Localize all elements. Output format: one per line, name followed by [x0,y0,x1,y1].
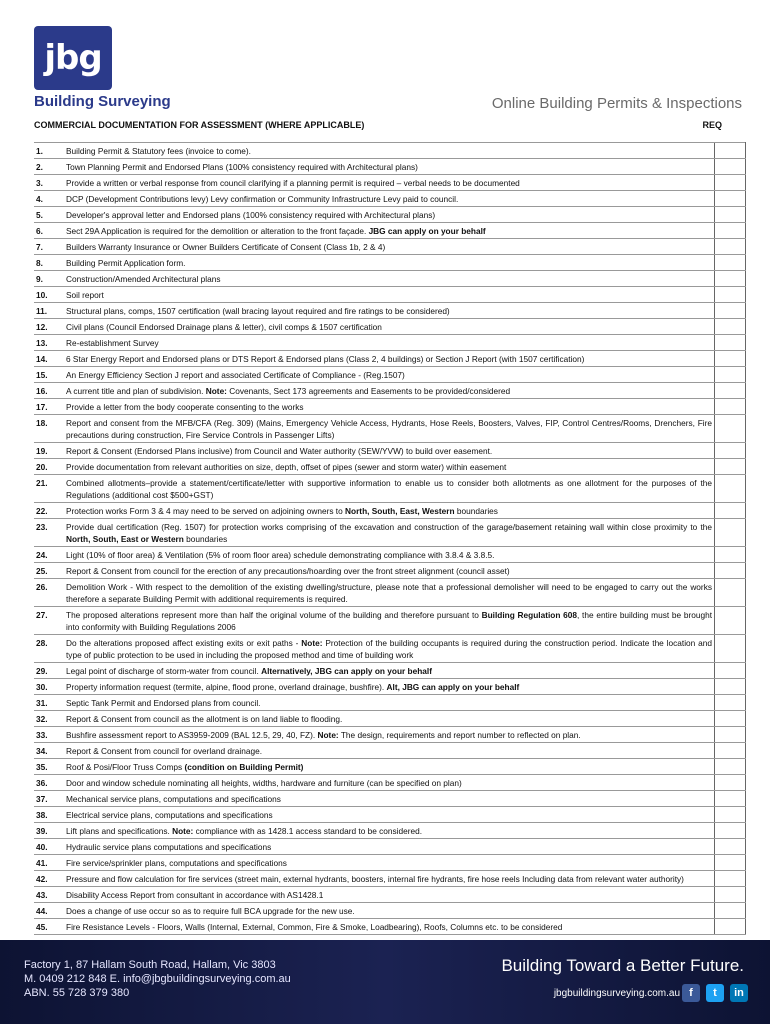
item-text [64,919,715,935]
req-checkbox[interactable] [715,399,746,415]
table-row [34,443,746,459]
req-checkbox[interactable] [715,287,746,303]
item-number: 22. [34,503,64,519]
facebook-icon[interactable]: f [682,984,700,1002]
item-number: 40. [34,839,64,855]
item-text [64,443,715,459]
item-text-segment: Builders Warranty Insurance or Owner Builders Certificate of Consent (Class 1b, 2 & 4) [66,241,386,252]
item-number: 19. [34,443,64,459]
item-text [64,255,715,271]
item-number: 41. [34,855,64,871]
req-checkbox[interactable] [715,743,746,759]
item-text-segment: Alt, JBG can apply on your behalf [386,681,520,692]
footer-slogan: Building Toward a Better Future. [501,956,744,975]
table-row [34,415,746,443]
item-text-segment: Legal point of discharge of storm-water from council. [66,665,262,676]
item-text-segment: Combined allotments–provide a statement/certificate/letter with supportive information to enable us to consider both allotments as one allotment for the purposes of the Regulations (additional cost $500+GST) [66,477,712,500]
item-text [64,207,715,223]
req-checkbox[interactable] [715,711,746,727]
table-row [34,459,746,475]
item-number: 10. [34,287,64,303]
table-row [34,303,746,319]
item-text [64,839,715,855]
item-text [64,271,715,287]
req-checkbox[interactable] [715,255,746,271]
item-text-segment: compliance with as 1428.1 access standard to be considered. [193,825,423,836]
table-row [34,143,746,159]
req-checkbox[interactable] [715,547,746,563]
item-text-segment: Fire service/sprinkler plans, computations and specifications [66,857,287,868]
req-checkbox[interactable] [715,207,746,223]
item-text-segment: Note: [205,385,227,396]
req-column-header: REQ [702,120,722,130]
req-checkbox[interactable] [715,443,746,459]
table-row [34,159,746,175]
req-checkbox[interactable] [715,351,746,367]
table-row [34,175,746,191]
req-checkbox[interactable] [715,775,746,791]
tagline: Online Building Permits & Inspections [491,95,742,112]
item-number: 12. [34,319,64,335]
item-text-segment: Note: [301,637,323,648]
item-text [64,191,715,207]
item-number: 17. [34,399,64,415]
item-text-segment: Building Permit Application form. [66,257,186,268]
table-row [34,255,746,271]
item-text-segment: JBG can apply on your behalf [368,225,486,236]
req-checkbox[interactable] [715,871,746,887]
item-text [64,759,715,775]
item-text [64,807,715,823]
item-text [64,855,715,871]
req-checkbox[interactable] [715,727,746,743]
table-row [34,383,746,399]
item-number: 39. [34,823,64,839]
item-text-segment: Door and window schedule nominating all heights, widths, hardware and furniture (can be specified on plan) [66,777,462,788]
item-text [64,823,715,839]
item-number: 18. [34,415,64,443]
item-text [64,159,715,175]
item-number: 36. [34,775,64,791]
table-row [34,887,746,903]
item-text-segment: Report & Consent from council as the allotment is on land liable to flooding. [66,713,343,724]
item-number: 24. [34,547,64,563]
item-number: 14. [34,351,64,367]
item-number: 1. [34,143,64,159]
item-text-segment: Hydraulic service plans computations and specifications [66,841,272,852]
item-text-segment: Provide documentation from relevant authorities on size, depth, offset of pipes (sewer and storm water) within easement [66,461,507,472]
req-checkbox[interactable] [715,271,746,287]
table-row [34,759,746,775]
footer-website[interactable]: jbgbuildingsurveying.com.au [553,988,680,999]
item-text-segment: Bushfire assessment report to AS3959-2009 (BAL 12.5, 29, 40, FZ). [66,729,318,740]
footer [0,940,770,1024]
table-row [34,547,746,563]
table-row [34,807,746,823]
item-text [64,775,715,791]
item-text [64,635,715,663]
req-checkbox[interactable] [715,223,746,239]
table-row [34,903,746,919]
req-checkbox[interactable] [715,159,746,175]
item-number: 31. [34,695,64,711]
req-checkbox[interactable] [715,335,746,351]
item-text-segment: North, South, East, Western [345,505,455,516]
item-number: 2. [34,159,64,175]
item-text-segment: Mechanical service plans, computations and specifications [66,793,281,804]
item-text-segment: Soil report [66,289,104,300]
item-text-segment: Construction/Amended Architectural plans [66,273,221,284]
jbg-logo: jbg [34,26,112,90]
table-row [34,563,746,579]
req-checkbox[interactable] [715,415,746,443]
table-row [34,223,746,239]
item-text-segment: Provide a letter from the body cooperate consenting to the works [66,401,304,412]
item-number: 34. [34,743,64,759]
item-number: 35. [34,759,64,775]
table-row [34,367,746,383]
item-text-segment: Roof & Posi/Floor Truss Comps [66,761,185,772]
item-number: 13. [34,335,64,351]
item-number: 9. [34,271,64,287]
req-checkbox[interactable] [715,459,746,475]
req-checkbox[interactable] [715,839,746,855]
table-row [34,919,746,935]
footer-address: Factory 1, 87 Hallam South Road, Hallam, Vic 3803 [24,959,276,971]
item-text [64,743,715,759]
table-row [34,711,746,727]
item-text [64,695,715,711]
item-number: 4. [34,191,64,207]
req-checkbox[interactable] [715,663,746,679]
item-number: 7. [34,239,64,255]
item-text [64,319,715,335]
item-text-segment: The proposed alterations represent more than half the original volume of the building and therefore pursuant to [66,609,482,620]
item-text-segment: Lift plans and specifications. [66,825,173,836]
item-number: 23. [34,519,64,547]
req-checkbox[interactable] [715,503,746,519]
table-row [34,791,746,807]
req-checkbox[interactable] [715,679,746,695]
item-text [64,727,715,743]
item-text-segment: Building Permit & Statutory fees (invoice to come). [66,145,251,156]
item-number: 6. [34,223,64,239]
item-number: 42. [34,871,64,887]
req-checkbox[interactable] [715,919,746,935]
item-text [64,903,715,919]
table-row [34,239,746,255]
item-text-segment: Re-establishment Survey [66,337,159,348]
item-number: 27. [34,607,64,635]
table-row [34,871,746,887]
item-text-segment: Pressure and flow calculation for fire services (street main, external hydrants, boosters, internal fire hydrants, fire hose reels Including data from relevant water authority) [66,873,684,884]
brand-name: Building Surveying [34,93,171,110]
table-row [34,271,746,287]
item-text-segment: Structural plans, comps, 1507 certification (wall bracing layout required and fire ratings to be considered) [66,305,450,316]
item-number: 20. [34,459,64,475]
item-text-segment: Property information request (termite, alpine, flood prone, overland drainage, bushfire). [66,681,387,692]
item-number: 11. [34,303,64,319]
item-text [64,335,715,351]
item-text-segment: Town Planning Permit and Endorsed Plans (100% consistency required with Architectural plans) [66,161,418,172]
table-row [34,679,746,695]
req-checkbox[interactable] [715,239,746,255]
item-text [64,383,715,399]
req-checkbox[interactable] [715,383,746,399]
req-checkbox[interactable] [715,855,746,871]
item-text-segment: Do the alterations proposed affect existing exits or exit paths - [66,637,302,648]
item-text [64,459,715,475]
footer-phone-email[interactable]: M. 0409 212 848 E. info@jbgbuildingsurveying.com.au [24,973,291,985]
item-text [64,303,715,319]
req-checkbox[interactable] [715,807,746,823]
item-text [64,519,715,547]
item-text [64,223,715,239]
item-text-segment: Provide a written or verbal response from council clarifying if a planning permit is required – verbal needs to be documented [66,177,520,188]
item-number: 29. [34,663,64,679]
table-row [34,519,746,547]
item-text-segment: An Energy Efficiency Section J report and associated Certificate of Compliance - (Reg.1507) [66,369,405,380]
req-checkbox[interactable] [715,563,746,579]
linkedin-icon[interactable]: in [730,984,748,1002]
item-text-segment: (condition on Building Permit) [184,761,304,772]
item-text-segment: A current title and plan of subdivision. [66,385,206,396]
table-row [34,727,746,743]
table-row [34,191,746,207]
item-number: 16. [34,383,64,399]
req-checkbox[interactable] [715,143,746,159]
list-header [34,120,736,134]
req-checkbox[interactable] [715,303,746,319]
item-text-segment: Note: [317,729,339,740]
item-text-segment: Building Regulation 608 [481,609,577,620]
item-text-segment: Provide dual certification (Reg. 1507) for protection works comprising of the excavation and construction of the garage/basement retaining wall within close proximity to the [66,521,712,532]
item-text-segment: boundaries [183,533,228,544]
table-row [34,775,746,791]
req-checkbox[interactable] [715,191,746,207]
item-text-segment: Report & Consent (Endorsed Plans inclusive) from Council and Water authority (SEW/YVW) to build over easement. [66,445,493,456]
item-text [64,887,715,903]
section-title: COMMERCIAL DOCUMENTATION FOR ASSESSMENT (WHERE APPLICABLE) [34,120,365,130]
item-text-segment: Light (10% of floor area) & Ventilation (5% of room floor area) schedule demonstrating compliance with 3.8.4 & 3.8.5. [66,549,495,560]
item-text [64,563,715,579]
table-row [34,503,746,519]
item-text-segment: 6 Star Energy Report and Endorsed plans or DTS Report & Endorsed plans (Class 2, 4 buildings) or Section J Report (with 1507 certification) [66,353,585,364]
item-text-segment: Alternatively, JBG can apply on your behalf [261,665,432,676]
req-checkbox[interactable] [715,319,746,335]
item-number: 30. [34,679,64,695]
item-text-segment: Fire Resistance Levels - Floors, Walls (Internal, External, Common, Fire & Smoke, Loadbearing), Roofs, Columns etc. to be considered [66,921,563,932]
req-checkbox[interactable] [715,759,746,775]
item-text-segment: Covenants, Sect 173 agreements and Easements to be provided/considered [226,385,511,396]
req-checkbox[interactable] [715,519,746,547]
req-checkbox[interactable] [715,175,746,191]
item-text [64,239,715,255]
table-row [34,855,746,871]
item-text [64,143,715,159]
table-row [34,743,746,759]
footer-abn: ABN. 55 728 379 380 [24,987,130,999]
item-text-segment: Developer's approval letter and Endorsed plans (100% consistency required with Architectural plans) [66,209,436,220]
table-row [34,475,746,503]
footer-contact [24,958,291,1000]
item-text-segment: Demolition Work - With respect to the demolition of the existing dwelling/structure, please note that a professional demolisher will need to be engaged to carry out the works therefore a separate Building Permit with additional requirements is required. [66,581,712,604]
req-checkbox[interactable] [715,607,746,635]
item-text-segment: , the entire building must be brought into conformity with Building Regulations 2006 [66,609,712,632]
item-text-segment: Report & Consent from council for the erection of any precautions/hoarding over the front street alignment (council asset) [66,565,510,576]
item-text [64,711,715,727]
social-icons [682,984,748,1002]
item-text [64,679,715,695]
table-row [34,579,746,607]
item-text [64,287,715,303]
req-checkbox[interactable] [715,695,746,711]
item-text-segment: boundaries [454,505,498,516]
item-text-segment: DCP (Development Contributions levy) Levy confirmation or Community Infrastructure Levy paid to council. [66,193,459,204]
table-row [34,695,746,711]
item-text-segment: Sect 29A Application is required for the demolition or alteration to the front façade. [66,225,369,236]
item-number: 32. [34,711,64,727]
req-checkbox[interactable] [715,475,746,503]
table-row [34,823,746,839]
item-number: 21. [34,475,64,503]
table-row [34,207,746,223]
item-text [64,547,715,563]
item-text-segment: Note: [172,825,194,836]
item-text [64,579,715,607]
item-number: 28. [34,635,64,663]
item-text [64,399,715,415]
req-checkbox[interactable] [715,635,746,663]
item-number: 25. [34,563,64,579]
req-checkbox[interactable] [715,367,746,383]
item-text [64,415,715,443]
table-row [34,607,746,635]
item-number: 43. [34,887,64,903]
item-text-segment: Does a change of use occur so as to require full BCA upgrade for the new use. [66,905,355,916]
item-text [64,367,715,383]
item-text-segment: Electrical service plans, computations and specifications [66,809,273,820]
req-checkbox[interactable] [715,903,746,919]
item-text [64,607,715,635]
item-text [64,871,715,887]
item-number: 38. [34,807,64,823]
item-number: 26. [34,579,64,607]
item-text [64,663,715,679]
req-checkbox[interactable] [715,887,746,903]
item-text-segment: Civil plans (Council Endorsed Drainage plans & letter), civil comps & 1507 certification [66,321,382,332]
item-number: 45. [34,919,64,935]
table-row [34,319,746,335]
item-text [64,475,715,503]
req-checkbox[interactable] [715,579,746,607]
item-number: 33. [34,727,64,743]
table-row [34,287,746,303]
item-text-segment: Report & Consent from council for overland drainage. [66,745,263,756]
item-text [64,791,715,807]
item-text [64,351,715,367]
item-number: 5. [34,207,64,223]
table-row [34,399,746,415]
item-text-segment: Report and consent from the MFB/CFA (Reg. 309) (Mains, Emergency Vehicle Access, Hydrants, Hose Reels, Boosters, Valves, FIP, Control Centres/Rooms, Drenchers, Fire precautions during construction, Fire Service Controls in Passenger Lifts) [66,417,712,440]
twitter-icon[interactable]: t [706,984,724,1002]
item-text-segment: Protection of the building occupants is required during the construction period. Indicate the location and type of public protection to be used in including the proposed method and time of building work [66,637,712,660]
item-text-segment: The design, requirements and report number to reflected on plan. [338,729,581,740]
item-number: 8. [34,255,64,271]
table-row [34,335,746,351]
item-number: 15. [34,367,64,383]
requirements-table [34,142,746,935]
item-text [64,175,715,191]
item-text-segment: Protection works Form 3 & 4 may need to be served on adjoining owners to [66,505,346,516]
table-row [34,351,746,367]
item-text-segment: North, South, East or Western [66,533,184,544]
item-number: 44. [34,903,64,919]
item-number: 37. [34,791,64,807]
table-row [34,663,746,679]
table-row [34,839,746,855]
item-number: 3. [34,175,64,191]
req-checkbox[interactable] [715,823,746,839]
item-text-segment: Disability Access Report from consultant in accordance with AS1428.1 [66,889,324,900]
item-text-segment: Septic Tank Permit and Endorsed plans from council. [66,697,261,708]
table-row [34,635,746,663]
req-checkbox[interactable] [715,791,746,807]
item-text [64,503,715,519]
